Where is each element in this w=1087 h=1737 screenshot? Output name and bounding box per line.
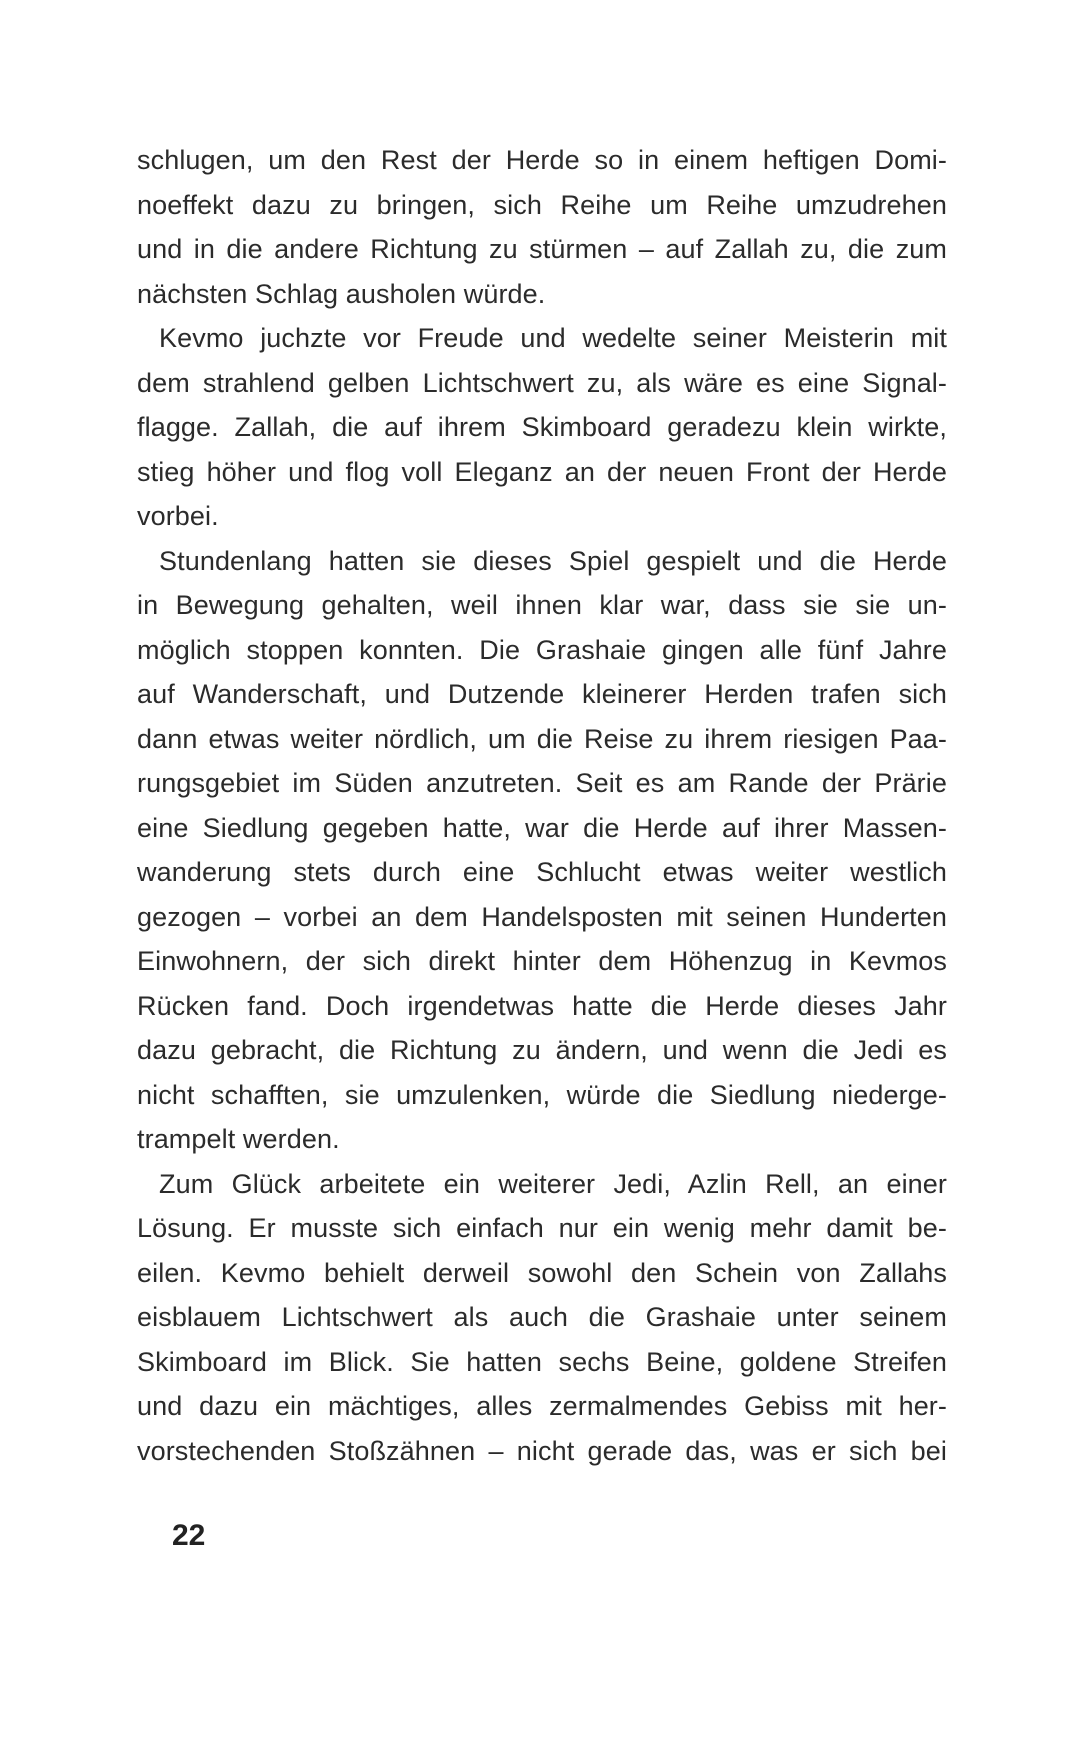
text-line: dann etwas weiter nördlich, um die Reise zu ihrem riesigen Paa- (137, 723, 947, 754)
text-line: gezogen – vorbei an dem Handelsposten mit seinen Hunderten (137, 901, 947, 932)
text-line: nicht schafften, sie umzulenken, würde die Siedlung niederge- (137, 1079, 947, 1110)
page-number: 22 (172, 1519, 206, 1552)
text-line: schlugen, um den Rest der Herde so in einem heftigen Domi- (137, 145, 947, 175)
paragraph (137, 1162, 947, 1474)
text-line: flagge. Zallah, die auf ihrem Skimboard geradezu klein wirkte, (137, 412, 947, 442)
text-line: stieg höher und flog voll Eleganz an der neuen Front der Herde (137, 456, 947, 487)
text-line: Lösung. Er musste sich einfach nur ein wenig mehr damit be- (137, 1213, 947, 1243)
text-line: eine Siedlung gegeben hatte, war die Herde auf ihrer Massen- (137, 812, 947, 843)
text-line: nächsten Schlag ausholen würde. (137, 278, 546, 309)
text-line: und dazu ein mächtiges, alles zermalmendes Gebiss mit her- (137, 1391, 947, 1421)
paragraph (137, 316, 947, 539)
text-line: Zum Glück arbeitete ein weiterer Jedi, Azlin Rell, an einer (159, 1168, 947, 1199)
text-line: möglich stoppen konnten. Die Grashaie gingen alle fünf Jahre (137, 634, 947, 665)
text-line: vorstechenden Stoßzähnen – nicht gerade das, was er sich bei (137, 1435, 947, 1466)
text-line: eilen. Kevmo behielt derweil sowohl den Schein von Zallahs (137, 1257, 947, 1288)
text-line: Kevmo juchzte vor Freude und wedelte seiner Meisterin mit (159, 323, 947, 353)
text-line: in Bewegung gehalten, weil ihnen klar war, dass sie sie un- (137, 590, 947, 620)
text-line: Stundenlang hatten sie dieses Spiel gespielt und die Herde (159, 545, 947, 576)
text-line: vorbei. (137, 501, 219, 531)
text-line: eisblauem Lichtschwert als auch die Grashaie unter seinem (137, 1302, 947, 1332)
text-line: dazu gebracht, die Richtung zu ändern, und wenn die Jedi es (137, 1035, 947, 1065)
paragraph (137, 539, 947, 1162)
text-line: noeffekt dazu zu bringen, sich Reihe um Reihe umzudrehen (137, 189, 947, 220)
text-block (137, 138, 947, 1473)
text-line: dem strahlend gelben Lichtschwert zu, als wäre es eine Signal- (137, 367, 947, 398)
text-line: auf Wanderschaft, und Dutzende kleinerer Herden trafen sich (137, 679, 947, 709)
text-line: und in die andere Richtung zu stürmen – auf Zallah zu, die zum (137, 234, 947, 264)
paragraph (137, 138, 947, 316)
text-line: trampelt werden. (137, 1124, 340, 1154)
text-line: rungsgebiet im Süden anzutreten. Seit es am Rande der Prärie (137, 768, 947, 798)
text-line: Skimboard im Blick. Sie hatten sechs Beine, goldene Streifen (137, 1346, 947, 1377)
text-line: Rücken fand. Doch irgendetwas hatte die Herde dieses Jahr (137, 990, 947, 1021)
text-line: wanderung stets durch eine Schlucht etwas weiter westlich (137, 857, 947, 887)
text-line: Einwohnern, der sich direkt hinter dem Höhenzug in Kevmos (137, 946, 947, 976)
